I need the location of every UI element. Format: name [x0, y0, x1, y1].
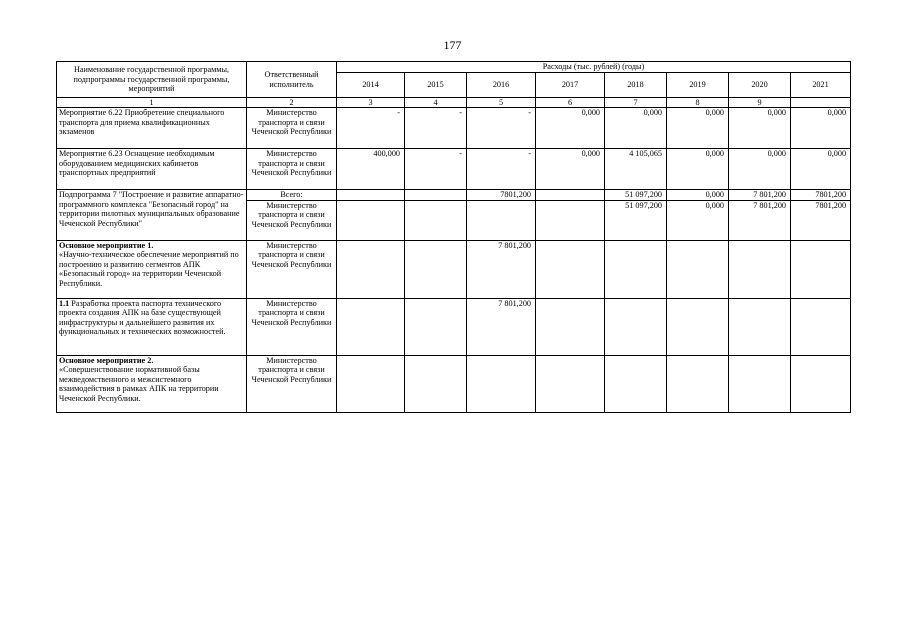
value-cell — [791, 240, 851, 298]
value-cell — [536, 355, 605, 412]
executor-cell: Министерство транспорта и связи Чеченской Республики — [247, 108, 337, 149]
value-cell: 0,000 — [667, 149, 729, 190]
value-cell — [667, 240, 729, 298]
value-cell: 0,000 — [536, 149, 605, 190]
value-cell: 51 097,200 — [605, 200, 667, 240]
value-cell — [405, 200, 467, 240]
index-cell: 2 — [247, 98, 337, 108]
value-cell: - — [405, 149, 467, 190]
value-cell — [605, 240, 667, 298]
year-cell: 2020 — [729, 73, 791, 98]
measure-name: Мероприятие 6.23 Оснащение необходимым оборудованием медицинских кабинетов транспортных предприятий — [57, 149, 247, 190]
measure-name — [57, 240, 247, 298]
table-row — [57, 108, 851, 149]
value-cell — [729, 240, 791, 298]
index-cell: 3 — [337, 98, 405, 108]
header-executor-cell: Ответственный исполнитель — [247, 62, 337, 98]
value-cell: 7 801,200 — [729, 200, 791, 240]
index-cell: 6 — [536, 98, 605, 108]
index-cell: 7 — [605, 98, 667, 108]
value-cell: 4 105,065 — [605, 149, 667, 190]
value-cell — [605, 298, 667, 355]
value-cell: 0,000 — [605, 108, 667, 149]
value-cell — [337, 298, 405, 355]
executor-cell: Министерство транспорта и связи Чеченской Республики — [247, 149, 337, 190]
column-index-row — [57, 98, 851, 108]
value-cell: - — [405, 108, 467, 149]
value-cell — [536, 200, 605, 240]
measure-title: Основное мероприятие 1. — [59, 240, 154, 250]
value-cell — [536, 240, 605, 298]
executor-cell: Министерство транспорта и связи Чеченской Республики — [247, 200, 337, 240]
value-cell — [667, 355, 729, 412]
year-cell: 2014 — [337, 73, 405, 98]
value-cell — [467, 200, 536, 240]
value-cell: 0,000 — [729, 108, 791, 149]
index-cell: 4 — [405, 98, 467, 108]
value-cell — [337, 240, 405, 298]
value-cell: 7 801,200 — [729, 190, 791, 201]
value-cell — [337, 200, 405, 240]
value-cell: 400,000 — [337, 149, 405, 190]
value-cell — [791, 355, 851, 412]
executor-cell: Министерство транспорта и связи Чеченской Республики — [247, 355, 337, 412]
measure-title: Основное мероприятие 2. — [59, 355, 154, 365]
value-cell: 7 801,200 — [467, 240, 536, 298]
value-cell: 7801,200 — [467, 190, 536, 201]
value-cell — [729, 298, 791, 355]
year-cell: 2018 — [605, 73, 667, 98]
measure-title: 1.1 — [59, 298, 70, 308]
index-cell: 5 — [467, 98, 536, 108]
subprogram-name: Подпрограмма 7 "Построение и развитие аппаратно-программного комплекса "Безопасный город" на территории пилотных муниципальных образование Чеченской Республики" — [57, 190, 247, 241]
value-cell — [405, 298, 467, 355]
value-cell: - — [467, 108, 536, 149]
year-cell: 2021 — [791, 73, 851, 98]
total-label: Всего: — [247, 190, 337, 201]
value-cell — [536, 190, 605, 201]
index-cell: 9 — [729, 98, 791, 108]
value-cell: 0,000 — [729, 149, 791, 190]
value-cell: - — [337, 108, 405, 149]
index-cell — [791, 98, 851, 108]
executor-cell: Министерство транспорта и связи Чеченской Республики — [247, 240, 337, 298]
value-cell — [536, 298, 605, 355]
table-row — [57, 355, 851, 412]
year-cell: 2016 — [467, 73, 536, 98]
table-row — [57, 190, 851, 201]
measure-name: Мероприятие 6.22 Приобретение специального транспорта для приема квалификационных экзаменов — [57, 108, 247, 149]
table-row — [57, 298, 851, 355]
header-name-cell: Наименование государственной программы, подпрограммы государственной программы, мероприятий — [57, 62, 247, 98]
value-cell: 7801,200 — [791, 190, 851, 201]
value-cell: 0,000 — [536, 108, 605, 149]
value-cell — [791, 298, 851, 355]
value-cell: 0,000 — [667, 190, 729, 201]
table-row — [57, 149, 851, 190]
year-cell: 2015 — [405, 73, 467, 98]
value-cell — [405, 190, 467, 201]
measure-description: Разработка проекта паспорта технического проекта создания АПК на базе существующей инфраструктуры и дальнейшего развития их функциональных и технических возможностей. — [59, 298, 226, 336]
value-cell: 0,000 — [791, 149, 851, 190]
table-row — [57, 240, 851, 298]
value-cell: 0,000 — [791, 108, 851, 149]
index-cell: 1 — [57, 98, 247, 108]
value-cell: 7 801,200 — [467, 298, 536, 355]
budget-table — [56, 61, 851, 413]
measure-name — [57, 355, 247, 412]
measure-description: «Научно-техническое обеспечение мероприятий по построению и развитию сегментов АПК «Безопасный город» на территории Чеченской Республики. — [59, 250, 239, 288]
value-cell — [337, 190, 405, 201]
year-cell: 2017 — [536, 73, 605, 98]
index-cell: 8 — [667, 98, 729, 108]
value-cell — [729, 355, 791, 412]
year-cell: 2019 — [667, 73, 729, 98]
value-cell — [667, 298, 729, 355]
value-cell — [337, 355, 405, 412]
value-cell — [405, 240, 467, 298]
value-cell — [405, 355, 467, 412]
measure-name — [57, 298, 247, 355]
value-cell: 7801,200 — [791, 200, 851, 240]
value-cell: 0,000 — [667, 108, 729, 149]
value-cell — [467, 355, 536, 412]
header-expenses-cell: Расходы (тыс. рублей) (годы) — [337, 62, 851, 73]
value-cell — [605, 355, 667, 412]
value-cell: 51 097,200 — [605, 190, 667, 201]
executor-cell: Министерство транспорта и связи Чеченской Республики — [247, 298, 337, 355]
value-cell: - — [467, 149, 536, 190]
value-cell: 0,000 — [667, 200, 729, 240]
measure-description: «Совершенствование нормативной базы межведомственного и межсистемного взаимодействия в рамках АПК на территории Чеченской Республики. — [59, 365, 219, 403]
page-number: 177 — [443, 38, 462, 52]
